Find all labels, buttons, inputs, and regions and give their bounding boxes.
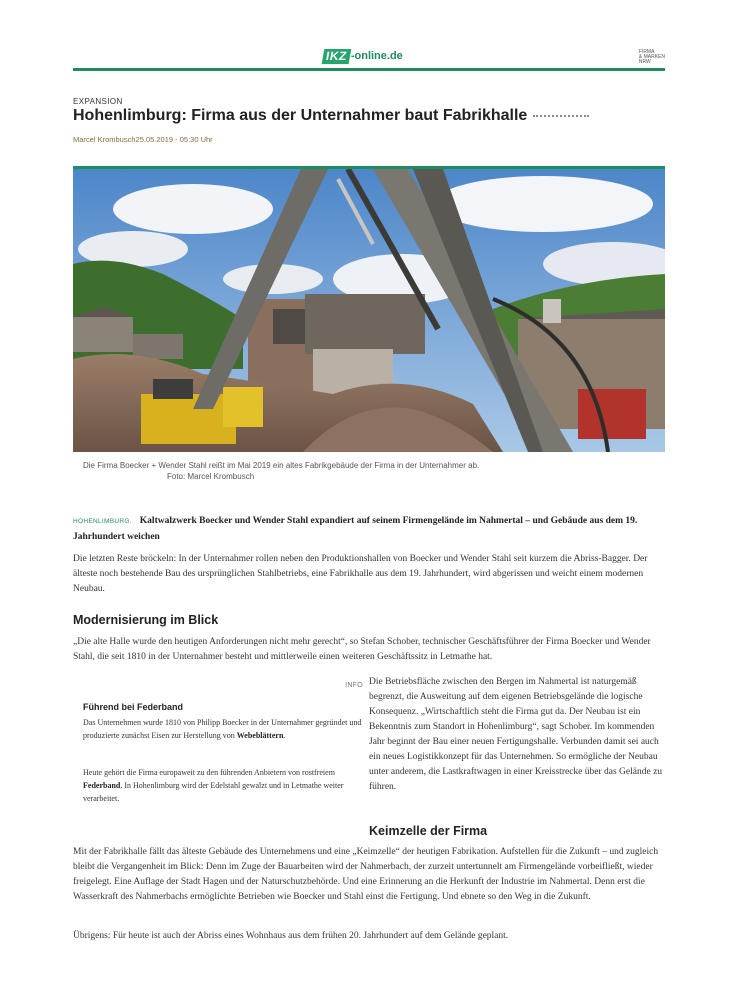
subheading-modernisierung: Modernisierung im Blick bbox=[73, 613, 219, 627]
info-title: Führend bei Federband bbox=[83, 702, 184, 712]
lead-text: Kaltwalzwerk Boecker und Wender Stahl expandiert auf seinem Firmengelände im Nahmertal – und Gebäude aus dem 19. Jahrhundert weichen bbox=[73, 516, 638, 542]
info-p1-bold: Webeblättern bbox=[236, 731, 284, 740]
photo-credit: Foto: Marcel Krombusch bbox=[167, 472, 255, 481]
partner-logo-line: NRW bbox=[638, 59, 651, 65]
logo-text: -online.de bbox=[350, 50, 403, 62]
paragraph-1: Die letzten Reste bröckeln: In der Unternahmer rollen neben den Produktionshallen von Boecker und Wender Stahl seit kurzem die Abriss-Bagger. Der älteste noch bestehende Bau des ursprünglichen Stahlbetriebs, eine Fabrikhalle aus dem 19. Jahrhundert, wird abgerissen und weicht einem modernen Neubau. bbox=[73, 554, 648, 594]
info-p2-bold: Federband bbox=[83, 781, 121, 790]
article-title bbox=[73, 107, 589, 125]
partner-logo-line: FIRMA bbox=[638, 49, 655, 55]
article-byline: Marcel Krombusch25.05.2019 - 05:30 Uhr bbox=[73, 135, 213, 144]
header-divider bbox=[73, 68, 665, 71]
paragraph-2: „Die alte Halle wurde den heutigen Anforderungen nicht mehr gerecht“, so Stefan Schober, technischer Geschäftsführer der Firma Boecker und Wender Stahl, die seit 1810 in der Unternahmer besteht und mittlerweile einen weiteren Geschäftssitz in Letmathe hat. bbox=[73, 637, 651, 662]
info-p2-end: . In Hohenlimburg wird der Edelstahl gewalzt und in Letmathe weiter verarbeitet. bbox=[83, 781, 344, 803]
caption-text: Die Firma Boecker + Wender Stahl reißt im Mai 2019 ein altes Fabrikgebäude der Firma in der Unternahmer ab. bbox=[83, 461, 480, 470]
dateline-location: HOHENLIMBURG. bbox=[73, 518, 132, 525]
paragraph-4: Mit der Fabrikhalle fällt das älteste Gebäude des Unternehmens und eine „Keimzelle“ der heutigen Fabrikation. Aufstellen für die Zukunft – und zugleich bleibt die Vergangenheit im Blick: Denn im Zuge der Bauarbeiten wird der Nahmerbach, der zurzeit untertunnelt am Firmengelände vorbeifließt, wieder freigelegt. Eine Auflage der Stadt Hagen und der Naturschutzbehörde. Und eine Erinnerung an die Herkunft der Industrie im Nahmertal. Denn erst die Wasserkraft des Nahmerbachs ermöglichte Betrieben wie Boecker und Stahl einst die Fertigung. Und ebnete so den Weg in die Zukunft. bbox=[73, 847, 659, 902]
demolition-photo-illustration bbox=[73, 169, 665, 452]
paragraph-3: Die Betriebsfläche zwischen den Bergen im Nahmertal ist naturgemäß begrenzt, die Ausweitung auf dem eigenen Betriebsgelände die logische Konsequenz. „Wirtschaftlich steht die Firma gut da. Der Neubau ist ein Bekenntnis zum Standort in Hohenlimburg“, sagt Schober. Im kommenden Jahr beginnt der Bau einer neuen Fertigungshalle. Verbunden damit sei auch ein neues Logistikkonzept für das Unternehmen. So ermögliche der Neubau unter anderem, die Lastkraftwagen in einer Kreisstrecke über das Gelände zu führen. bbox=[369, 677, 663, 792]
photo-caption bbox=[83, 460, 643, 482]
subheading-keimzelle: Keimzelle der Firma bbox=[369, 824, 488, 838]
title-dots-decoration bbox=[533, 115, 589, 117]
logo-mark: IKZ bbox=[322, 49, 351, 64]
info-paragraph-1 bbox=[83, 716, 363, 742]
info-paragraph-2 bbox=[83, 766, 363, 805]
info-label: INFO bbox=[345, 682, 363, 689]
article-title-text: Hohenlimburg: Firma aus der Unternahmer baut Fabrikhalle bbox=[73, 107, 528, 124]
article-photo[interactable] bbox=[73, 169, 665, 452]
site-logo[interactable] bbox=[323, 48, 403, 64]
info-p1-end: . bbox=[283, 731, 286, 740]
site-header bbox=[73, 44, 665, 70]
paragraph-5: Übrigens: Für heute ist auch der Abriss eines Wohnhaus aus dem frühen 20. Jahrhundert auf dem Gelände geplant. bbox=[73, 931, 509, 941]
info-p1-text: Das Unternehmen wurde 1810 von Philipp Boecker in der Unternahmer gegründet und produzierte zunächst Eisen zur Herstellung von bbox=[83, 718, 362, 740]
info-p2-text: Heute gehört die Firma europaweit zu den führenden Anbietern von rostfreiem bbox=[83, 768, 335, 777]
article-kicker: EXPANSION bbox=[73, 97, 123, 106]
partner-logo[interactable] bbox=[639, 50, 665, 65]
partner-logo-line: & MARKEN bbox=[638, 54, 665, 60]
article-lead bbox=[73, 513, 665, 545]
